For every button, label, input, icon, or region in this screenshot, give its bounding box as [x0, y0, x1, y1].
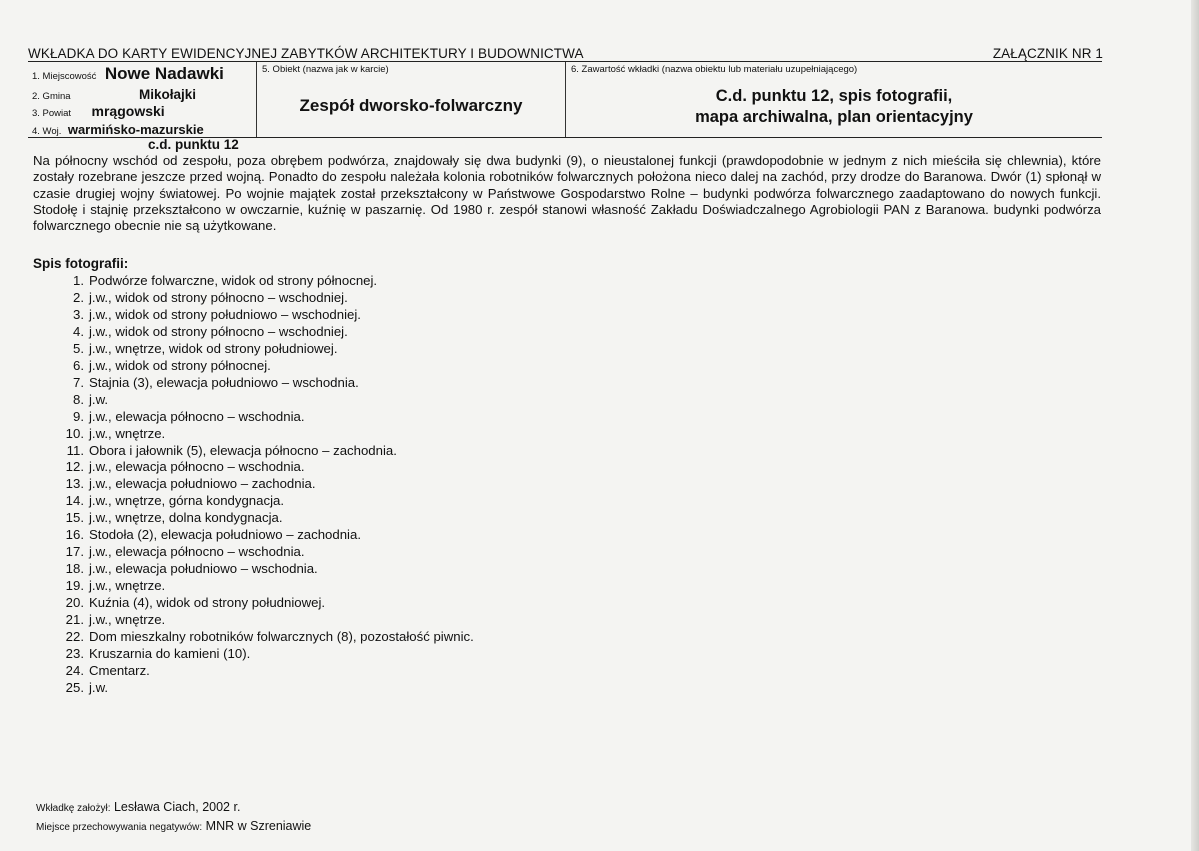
photo-description: Kruszarnia do kamieni (10).: [89, 645, 251, 661]
list-item: [40, 595, 474, 612]
photo-number: 7.: [73, 374, 84, 390]
photo-description: Cmentarz.: [89, 662, 150, 678]
zawartosc-label: 6. Zawartość wkładki (nazwa obiektu lub materiału uzupełniającego): [571, 64, 858, 75]
list-item: [40, 324, 474, 341]
photo-number: 16.: [65, 527, 84, 543]
zawartosc-value: [566, 86, 1102, 128]
photo-description: j.w., wnętrze, górna kondygnacja.: [89, 493, 284, 509]
gmina-row: [32, 86, 196, 104]
photo-number: 13.: [65, 476, 84, 492]
document-header: [28, 46, 1103, 61]
photo-description: j.w., elewacja północno – wschodnia.: [89, 408, 305, 424]
scan-edge: [1191, 0, 1199, 851]
miejscowosc-value: Nowe Nadawki: [104, 64, 224, 83]
photo-description: j.w., elewacja północno – wschodnia.: [89, 459, 305, 475]
document-title: WKŁADKA DO KARTY EWIDENCYJNEJ ZABYTKÓW ARCHITEKTURY I BUDOWNICTWA: [28, 46, 584, 61]
attachment-number: ZAŁĄCZNIK NR 1: [992, 46, 1103, 61]
photo-description: Dom mieszkalny robotników folwarcznych (8), pozostałość piwnic.: [89, 629, 474, 645]
photo-number: 8.: [73, 391, 84, 407]
powiat-label: 3. Powiat: [32, 108, 72, 119]
photo-number: 14.: [65, 493, 84, 509]
author-line: [36, 800, 240, 814]
contents-column: [566, 62, 1102, 137]
woj-label: 4. Woj.: [32, 126, 62, 137]
list-item: [40, 443, 474, 460]
location-column: [28, 62, 257, 137]
photo-number: 23.: [65, 645, 84, 661]
photo-number: 18.: [65, 561, 84, 577]
list-item: [40, 663, 474, 680]
photo-description: j.w., elewacja południowo – wschodnia.: [89, 561, 318, 577]
list-item: [40, 561, 474, 578]
metadata-table: [28, 61, 1102, 138]
photo-list: [40, 273, 474, 697]
storage-value: MNR w Szreniawie: [205, 819, 312, 833]
list-item: [40, 680, 474, 697]
photo-number: 15.: [65, 510, 84, 526]
photo-number: 20.: [65, 595, 84, 611]
photo-description: j.w., wnętrze, dolna kondygnacja.: [89, 510, 283, 526]
miejscowosc-label: 1. Miejscowość: [32, 71, 97, 82]
list-item: [40, 409, 474, 426]
photo-description: j.w., wnętrze.: [89, 578, 166, 594]
photo-description: j.w., elewacja północno – wschodnia.: [89, 544, 305, 560]
photo-number: 12.: [65, 459, 84, 475]
list-item: [40, 612, 474, 629]
obiekt-label: 5. Obiekt (nazwa jak w karcie): [262, 64, 389, 75]
gmina-value: Mikołajki: [139, 87, 197, 102]
list-item: [40, 544, 474, 561]
photo-description: j.w., wnętrze.: [89, 612, 166, 628]
storage-label: Miejsce przechowywania negatywów:: [36, 822, 203, 833]
photo-description: j.w., wnętrze.: [89, 425, 166, 441]
photo-description: j.w., widok od strony południowo – wschodniej.: [89, 306, 361, 322]
photo-description: j.w.: [89, 391, 109, 407]
list-item: [40, 646, 474, 663]
photo-description: Stodoła (2), elewacja południowo – zachodnia.: [89, 527, 361, 543]
list-item: [40, 459, 474, 476]
photo-number: 22.: [65, 629, 84, 645]
photo-number: 24.: [65, 662, 84, 678]
list-item: [40, 578, 474, 595]
photo-description: Kuźnia (4), widok od strony południowej.: [89, 595, 326, 611]
list-item: [40, 426, 474, 443]
photo-description: Podwórze folwarczne, widok od strony północnej.: [89, 273, 378, 288]
description-paragraph: Na północny wschód od zespołu, poza obrębem podwórza, znajdowały się dwa budynki (9), o nieustalonej funkcji (prawdopodobnie w jednym z nich mieściła się chlewnia), które zostały rozebrane jeszcze przed wojną. Ponadto do zespołu należała kolonia robotników folwarcznych położona nieco dalej na zachód, przy drodze do Baranowa. Dwór (1) spłonął w czasie drugiej wojny światowej. Po wojnie majątek został przekształcony w Państwowe Gospodarstwo Rolne – budynki podwórza folwarcznego zaadaptowano do nowych funkcji. Stodołę i stajnię przekształcono w owczarnie, kuźnię w paszarnię. Od 1980 r. zespół stanowi własność Zakładu Doświadczalnego Agrobiologii PAN z Baranowa. budynki podwórza folwarcznego obecnie nie są użytkowane.: [33, 153, 1101, 234]
list-item: [40, 307, 474, 324]
photo-number: 1.: [73, 273, 84, 288]
photo-description: j.w., wnętrze, widok od strony południowej.: [89, 340, 338, 356]
powiat-row: [32, 103, 165, 121]
photo-number: 3.: [73, 306, 84, 322]
list-item: [40, 375, 474, 392]
photo-description: j.w.: [89, 679, 109, 695]
list-item: [40, 341, 474, 358]
zawartosc-line-2: mapa archiwalna, plan orientacyjny: [695, 108, 973, 126]
woj-value: warmińsko-mazurskie: [67, 122, 204, 137]
photo-description: j.w., widok od strony północno – wschodniej.: [89, 323, 348, 339]
author-label: Wkładkę założył:: [36, 803, 111, 814]
section-heading: c.d. punktu 12: [148, 137, 239, 152]
list-item: [40, 273, 474, 290]
photo-description: j.w., widok od strony północnej.: [89, 357, 271, 373]
photo-number: 17.: [65, 544, 84, 560]
list-item: [40, 476, 474, 493]
list-item: [40, 392, 474, 409]
photo-number: 21.: [65, 612, 84, 628]
photo-description: Stajnia (3), elewacja południowo – wschodnia.: [89, 374, 359, 390]
list-item: [40, 527, 474, 544]
zawartosc-line-1: C.d. punktu 12, spis fotografii,: [715, 87, 953, 105]
photo-number: 5.: [73, 340, 84, 356]
photo-description: j.w., widok od strony północno – wschodniej.: [89, 289, 348, 305]
list-item: [40, 290, 474, 307]
photo-number: 2.: [73, 289, 84, 305]
author-value: Lesława Ciach, 2002 r.: [113, 800, 241, 814]
powiat-value: mrągowski: [91, 103, 165, 119]
object-column: [257, 62, 566, 137]
photo-number: 25.: [65, 679, 84, 695]
photo-number: 19.: [65, 578, 84, 594]
photo-description: Obora i jałownik (5), elewacja północno – zachodnia.: [89, 442, 397, 458]
list-item: [40, 493, 474, 510]
photo-number: 4.: [73, 323, 84, 339]
photo-number: 10.: [65, 425, 84, 441]
storage-line: [36, 819, 311, 833]
gmina-label: 2. Gmina: [32, 91, 71, 102]
obiekt-value: Zespół dworsko-folwarczny: [299, 96, 523, 115]
photo-number: 6.: [73, 357, 84, 373]
list-item: [40, 629, 474, 646]
photo-list-title: Spis fotografii:: [33, 256, 129, 271]
photo-description: j.w., elewacja południowo – zachodnia.: [89, 476, 316, 492]
list-item: [40, 510, 474, 527]
photo-number: 9.: [73, 408, 84, 424]
miejscowosc-row: [32, 64, 224, 84]
list-item: [40, 358, 474, 375]
photo-number: 11.: [66, 442, 84, 458]
